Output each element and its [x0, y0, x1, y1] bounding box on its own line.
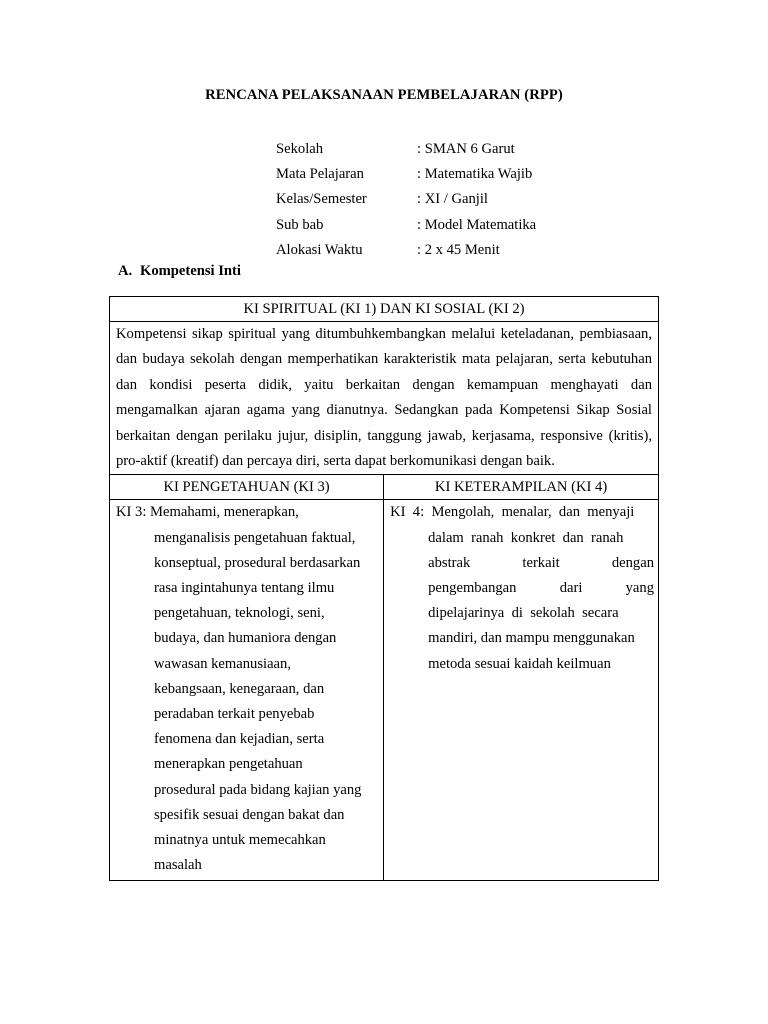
identity-block — [276, 137, 576, 263]
meta-key: Alokasi Waktu — [276, 241, 363, 258]
ki3-label: KI 3: Memahami, menerapkan, — [116, 504, 299, 521]
ki4-line: mandiri, dan mampu menggunakan — [428, 630, 635, 647]
ki4-line: pengembangan dari yang — [428, 580, 654, 597]
meta-row-time — [276, 238, 576, 263]
ki3-header: KI PENGETAHUAN (KI 3) — [110, 475, 384, 500]
ki3-line: budaya, dan humaniora dengan — [154, 630, 337, 647]
ki3-line: spesifik sesuai dengan bakat dan — [154, 806, 345, 823]
meta-row-class — [276, 187, 576, 212]
meta-row-subject — [276, 162, 576, 187]
ki12-header: KI SPIRITUAL (KI 1) DAN KI SOSIAL (KI 2) — [110, 297, 659, 322]
meta-key: Kelas/Semester — [276, 191, 367, 208]
section-number: A. — [118, 263, 133, 279]
ki4-label: KI 4: Mengolah, menalar, dan menyaji — [390, 504, 635, 521]
ki3-line: rasa ingintahunya tentang ilmu — [154, 580, 335, 597]
ki3-line: menganalisis pengetahuan faktual, — [154, 529, 356, 546]
ki4-line: dipelajarinya di sekolah secara — [428, 605, 619, 622]
meta-key: Sekolah — [276, 141, 324, 157]
ki12-text: Kompetensi sikap spiritual yang ditumbuhkembangkan melalui keteladanan, pembiasaan, dan budaya sekolah dengan memperhatikan karakteristik mata pelajaran, serta kebutuhan dan kondisi peserta didik, yaitu berkaitan dengan kemampuan menghayati dan mengamalkan ajaran agama yang dianutnya. Sedangkan pada Kompetensi Sikap Sosial berkaitan dengan perilaku jujur, disiplin, tanggung jawab, kerjasama, responsive (kritis), pro-aktif (kreatif) dan percaya diri, serta dapat berkomunikasi dengan baik. — [110, 322, 659, 475]
ki3-line: pengetahuan, teknologi, seni, — [154, 605, 325, 622]
ki3-line: minatnya untuk memecahkan — [154, 832, 326, 849]
ki4-line: abstrak terkait dengan — [428, 554, 654, 571]
ki3-line: konseptual, prosedural berdasarkan — [154, 554, 361, 571]
meta-value: : SMAN 6 Garut — [417, 141, 515, 157]
ki3-line: fenomena dan kejadian, serta — [154, 731, 325, 748]
ki3-cell — [110, 500, 384, 881]
ki4-cell — [384, 500, 659, 881]
meta-value: : Model Matematika — [417, 216, 537, 233]
meta-value: : 2 x 45 Menit — [417, 241, 500, 258]
ki4-line: metoda sesuai kaidah keilmuan — [428, 655, 611, 672]
document-title: RENCANA PELAKSANAAN PEMBELAJARAN (RPP) — [205, 87, 563, 103]
ki3-line: masalah — [154, 857, 202, 874]
meta-row-school — [276, 137, 576, 162]
ki3-line: peradaban terkait penyebab — [154, 706, 315, 723]
kompetensi-inti-table — [109, 296, 659, 881]
ki3-line: menerapkan pengetahuan — [154, 756, 303, 773]
section-heading-a — [118, 263, 241, 280]
meta-key: Mata Pelajaran — [276, 166, 364, 183]
meta-row-subchapter — [276, 213, 576, 238]
meta-key: Sub bab — [276, 216, 324, 233]
meta-value: : Matematika Wajib — [417, 166, 533, 183]
ki3-line: prosedural pada bidang kajian yang — [154, 781, 362, 798]
ki3-line: wawasan kemanusiaan, — [154, 655, 291, 672]
ki4-line: dalam ranah konkret dan ranah — [428, 529, 624, 546]
meta-value: : XI / Ganjil — [417, 191, 488, 208]
ki4-header: KI KETERAMPILAN (KI 4) — [384, 475, 659, 500]
ki3-line: kebangsaan, kenegaraan, dan — [154, 680, 325, 697]
section-title: Kompetensi Inti — [140, 263, 241, 279]
